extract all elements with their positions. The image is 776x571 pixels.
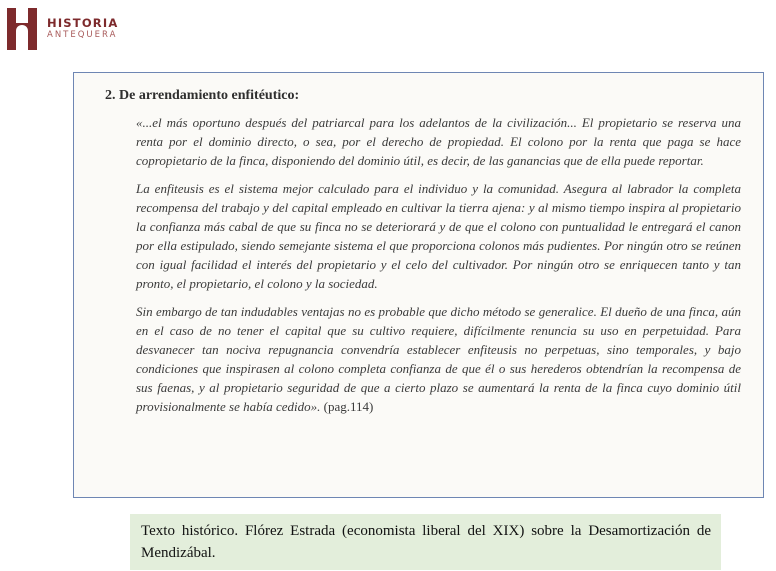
document-excerpt (73, 72, 764, 498)
logo-subtitle: ANTEQUERA (47, 30, 118, 40)
caption-text: Texto histórico. Flórez Estrada (economista liberal del XIX) sobre la Desamortización de Mendizábal. (141, 523, 711, 561)
historia-antequera-logo[interactable] (7, 8, 118, 50)
excerpt-paragraph-text: Sin embargo de tan indudables ventajas no es probable que dicho método se generalice. El dueño de una finca, aún en el caso de no tener el capital que su cultivo requiere, difícilmente renuncia su uso en perpetuidad. Para desvanecer tan nociva repugnancia convendría establecer enfiteusis no perpetuas, sino temporales, y bajo condiciones que inspirasen al colono completa confianza de que él o sus herederos obtendrían la recompensa de sus faenas, y al propietario seguridad de que a cierto plazo se aumentará la renta de la finca cuyo dominio útil provisionalmente se había cedido». (136, 304, 741, 414)
excerpt-heading: 2. De arrendamiento enfitéutico: (105, 88, 300, 103)
logo-title: HISTORIA (47, 16, 119, 30)
logo-mark-icon (7, 8, 37, 50)
excerpt-paragraph-last (136, 302, 741, 416)
excerpt-paragraph: La enfiteusis es el sistema mejor calculado para el individuo y la comunidad. Asegura al labrador la completa recompensa del trabajo y del capital empleado en cultivar la tierra ajena: y al mismo tiempo inspira al propietario la confianza más cabal de que su finca no se deteriorará y de que el colono con puntualidad le entregará el canon por ella estipulado, siendo semejante sistema el que proporciona colonos más pudientes. Por ningún otro se reúnen con igual facilidad el interés del propietario y el celo del cultivador. Por ningún otro se enriquecen tanto y tan pronto, el propietario, el colono y la sociedad. (136, 181, 741, 291)
excerpt-paragraph: «...el más oportuno después del patriarcal para los adelantos de la civilización... El propietario se reserva una renta por el dominio directo, o sea, por el derecho de propiedad. El colono por la renta que paga se hace copropietario de la finca, disponiendo del dominio útil, es decir, de las ganancias que de ella puede reportar. (136, 115, 741, 168)
page-reference: (pag.114) (320, 399, 374, 414)
logo-text (47, 17, 118, 41)
caption-box (130, 514, 721, 570)
